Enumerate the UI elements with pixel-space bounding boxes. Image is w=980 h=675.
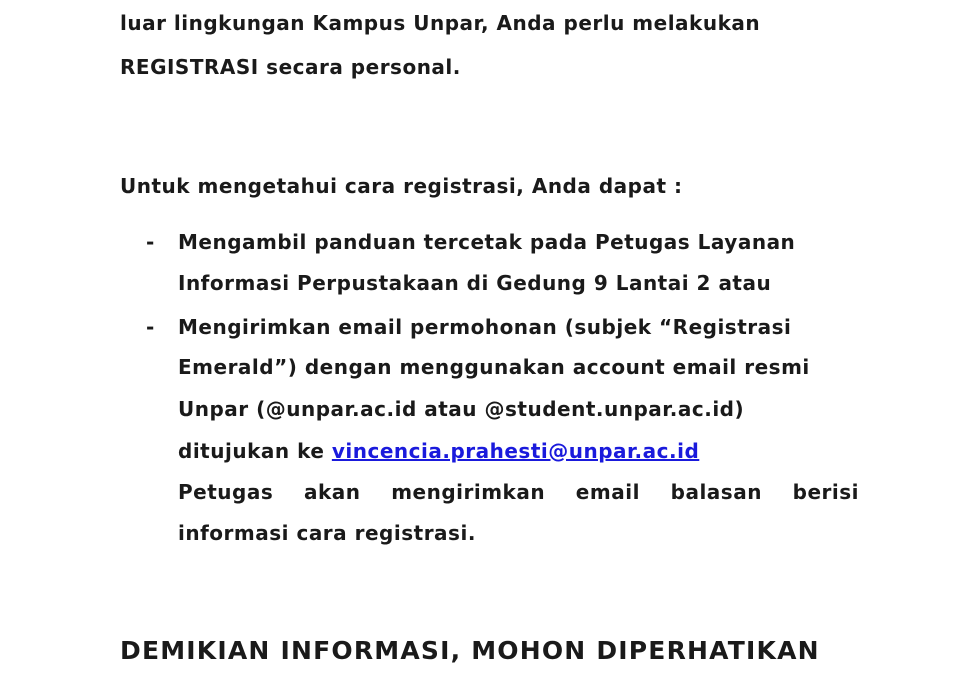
- email-link[interactable]: vincencia.prahesti@unpar.ac.id: [331, 439, 700, 463]
- bullet-dash-2: -: [146, 315, 155, 339]
- bullet-2-line-4: [178, 439, 699, 463]
- bullet-2-line-6: informasi cara registrasi.: [178, 521, 476, 545]
- intro-line-2-rest: secara personal.: [258, 55, 461, 79]
- closing-notice: DEMIKIAN INFORMASI, MOHON DIPERHATIKAN: [120, 636, 820, 665]
- bullet-1-line-2: Informasi Perpustakaan di Gedung 9 Lantai 2 atau: [178, 271, 772, 295]
- bullet-1-line-1: Mengambil panduan tercetak pada Petugas Layanan: [178, 230, 796, 254]
- bullet-2-line-3: Unpar (@unpar.ac.id atau @student.unpar.ac.id): [178, 397, 745, 421]
- bullet-2-line-1: Mengirimkan email permohonan (subjek “Registrasi: [178, 315, 792, 339]
- howto-lead: Untuk mengetahui cara registrasi, Anda dapat :: [120, 174, 683, 198]
- intro-line-2: [120, 55, 461, 79]
- bullet-2-line-5: Petugas akan mengirimkan email balasan berisi: [178, 480, 859, 504]
- bullet-dash-1: -: [146, 230, 155, 254]
- intro-line-1: luar lingkungan Kampus Unpar, Anda perlu melakukan: [120, 11, 761, 35]
- registrasi-keyword: REGISTRASI: [120, 55, 259, 79]
- bullet-2-line-2: Emerald”) dengan menggunakan account email resmi: [178, 355, 810, 379]
- recipient-prefix: ditujukan ke: [178, 439, 332, 463]
